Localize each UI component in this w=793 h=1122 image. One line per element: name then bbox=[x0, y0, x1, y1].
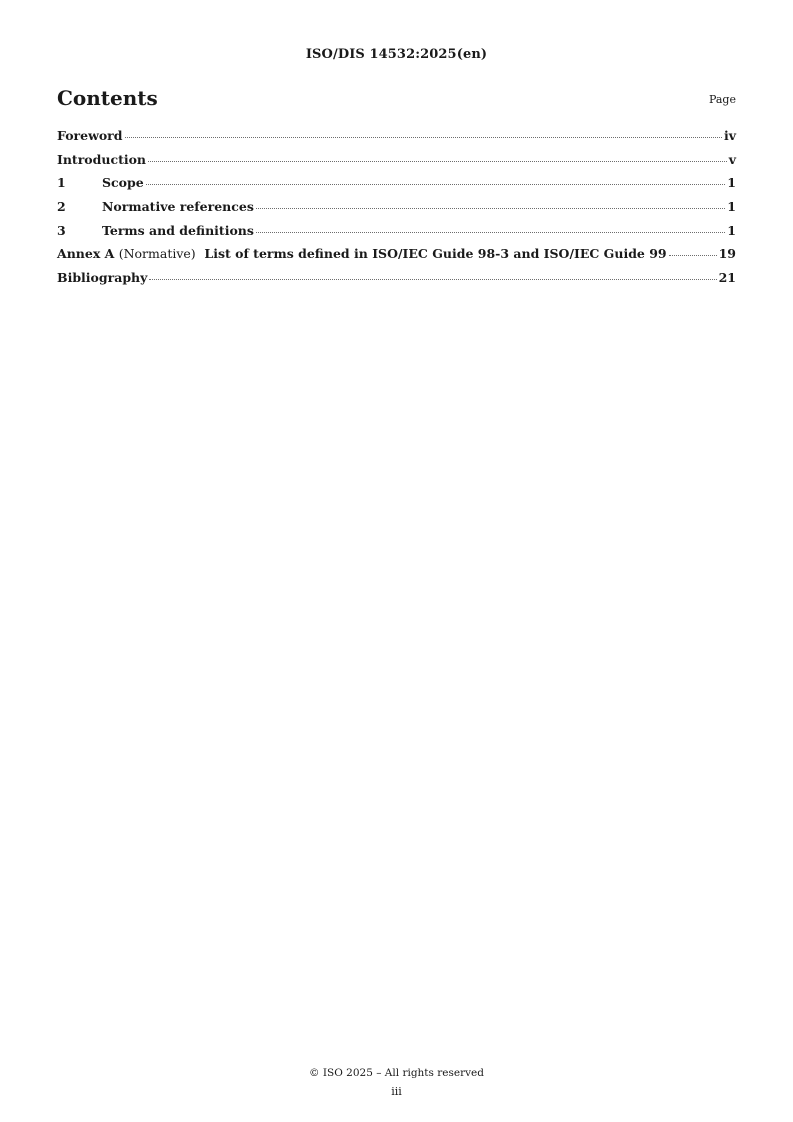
toc-entry-page: 21 bbox=[718, 270, 736, 286]
footer-copyright: © ISO 2025 – All rights reserved bbox=[309, 1067, 484, 1079]
toc-entry-number: 3 bbox=[57, 222, 66, 238]
toc-entry-introduction[interactable] bbox=[57, 152, 736, 176]
page-column-label: Page bbox=[708, 93, 736, 106]
document-header: ISO/DIS 14532:2025(en) bbox=[305, 47, 488, 62]
toc-leader-dots bbox=[256, 208, 725, 209]
toc-entry-number: 1 bbox=[57, 175, 66, 191]
toc-entry-page: v bbox=[728, 151, 736, 167]
toc-leader-dots bbox=[125, 137, 722, 138]
toc-leader-dots bbox=[149, 279, 716, 280]
toc-entry-annex-a[interactable] bbox=[57, 246, 736, 270]
toc-entry-title: Scope bbox=[102, 175, 144, 191]
toc-entry-page: 1 bbox=[727, 199, 736, 215]
toc-entry-bibliography[interactable] bbox=[57, 270, 736, 294]
toc-entry-page: iv bbox=[723, 128, 736, 143]
toc-entry-title: Introduction bbox=[57, 151, 147, 167]
footer-page-number: iii bbox=[391, 1085, 402, 1098]
contents-heading: Contents bbox=[57, 86, 158, 110]
toc-entry-normative-references[interactable] bbox=[57, 199, 736, 223]
toc-entry-title: Normative references bbox=[102, 199, 254, 215]
toc-annex-type: (Normative) bbox=[118, 246, 196, 262]
toc-entry-number: 2 bbox=[57, 199, 66, 215]
toc-entry-title: Foreword bbox=[57, 128, 123, 143]
toc-entry-page: 1 bbox=[727, 222, 736, 238]
toc-leader-dots bbox=[148, 161, 727, 162]
toc-entry-terms-and-definitions[interactable] bbox=[57, 223, 736, 247]
toc-leader-dots bbox=[256, 232, 725, 233]
toc-entry-page: 1 bbox=[727, 175, 736, 191]
toc-entry-page: 19 bbox=[718, 246, 736, 262]
toc-annex-label: Annex A bbox=[57, 246, 115, 262]
toc-entry-title: Terms and definitions bbox=[102, 222, 254, 238]
toc-leader-dots bbox=[146, 184, 726, 185]
toc-entry-title: Bibliography bbox=[57, 270, 148, 286]
toc-entry-foreword[interactable] bbox=[57, 128, 736, 152]
toc-entry-title: List of terms defined in ISO/IEC Guide 98-3 and ISO/IEC Guide 99 bbox=[204, 246, 667, 262]
toc-entry-scope[interactable] bbox=[57, 175, 736, 199]
table-of-contents bbox=[57, 128, 736, 294]
toc-leader-dots bbox=[669, 255, 717, 256]
